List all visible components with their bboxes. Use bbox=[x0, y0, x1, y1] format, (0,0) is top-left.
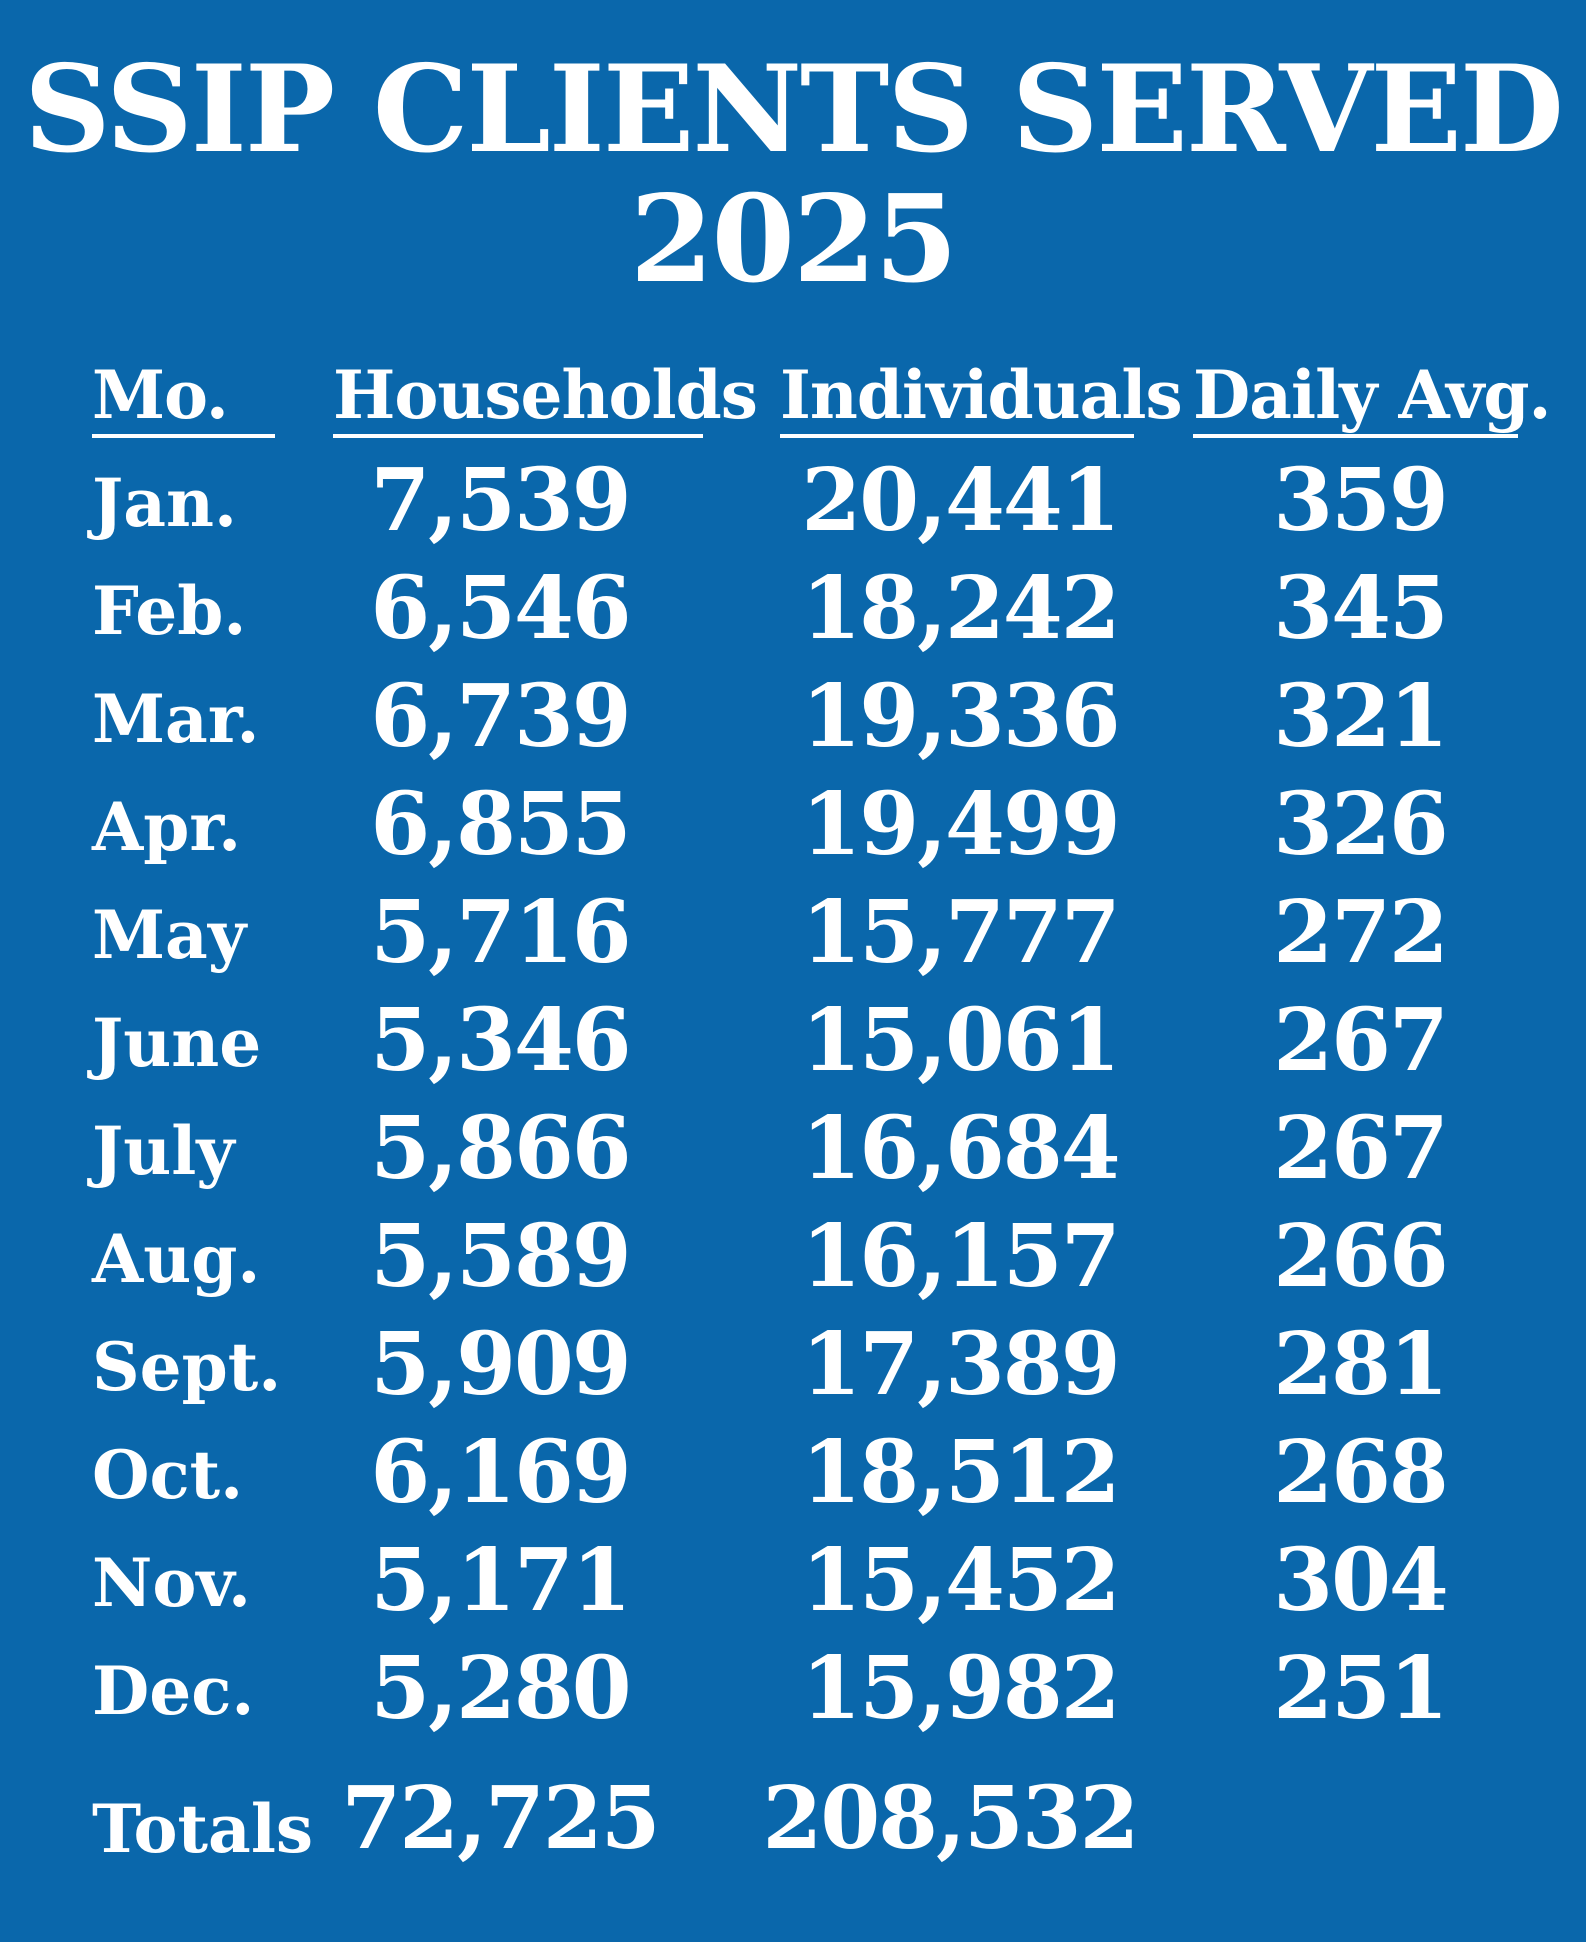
individuals-cell: 16,157 bbox=[801, 1206, 1119, 1307]
table-row bbox=[0, 1638, 1586, 1746]
individuals-cell: 18,512 bbox=[801, 1422, 1119, 1523]
month-cell: Dec. bbox=[92, 1652, 255, 1730]
month-cell: Oct. bbox=[92, 1436, 244, 1514]
households-cell: 5,171 bbox=[370, 1530, 630, 1631]
totals-individuals: 208,532 bbox=[762, 1768, 1138, 1869]
header-underline-households bbox=[333, 434, 703, 438]
column-header-month: Mo. bbox=[92, 356, 228, 434]
households-cell: 5,589 bbox=[370, 1206, 630, 1307]
header-underline-daily-avg bbox=[1193, 434, 1518, 438]
table-row bbox=[0, 774, 1586, 882]
daily-avg-cell: 326 bbox=[1273, 774, 1447, 875]
households-cell: 5,346 bbox=[370, 990, 630, 1091]
daily-avg-cell: 267 bbox=[1273, 1098, 1447, 1199]
households-cell: 6,546 bbox=[370, 558, 630, 659]
table-row bbox=[0, 450, 1586, 558]
table-row bbox=[0, 1530, 1586, 1638]
individuals-cell: 15,061 bbox=[801, 990, 1119, 1091]
header-underline-month bbox=[92, 434, 275, 438]
individuals-cell: 15,982 bbox=[801, 1638, 1119, 1739]
table-row bbox=[0, 666, 1586, 774]
totals-row bbox=[0, 1768, 1586, 1876]
households-cell: 5,909 bbox=[370, 1314, 630, 1415]
table-row bbox=[0, 1314, 1586, 1422]
households-cell: 6,169 bbox=[370, 1422, 630, 1523]
title-line-1: SSIP CLIENTS SERVED bbox=[24, 39, 1562, 180]
daily-avg-cell: 251 bbox=[1273, 1638, 1447, 1739]
month-cell: July bbox=[92, 1112, 235, 1190]
totals-label: Totals bbox=[92, 1790, 314, 1868]
individuals-cell: 18,242 bbox=[801, 558, 1119, 659]
daily-avg-cell: 304 bbox=[1273, 1530, 1447, 1631]
table-row bbox=[0, 882, 1586, 990]
individuals-cell: 16,684 bbox=[801, 1098, 1119, 1199]
table-row bbox=[0, 990, 1586, 1098]
households-cell: 5,280 bbox=[370, 1638, 630, 1739]
month-cell: Apr. bbox=[92, 788, 242, 866]
households-cell: 6,739 bbox=[370, 666, 630, 767]
month-cell: Jan. bbox=[92, 464, 237, 542]
totals-households: 72,725 bbox=[341, 1768, 659, 1869]
daily-avg-cell: 321 bbox=[1273, 666, 1447, 767]
households-cell: 5,866 bbox=[370, 1098, 630, 1199]
header-underline-individuals bbox=[780, 434, 1134, 438]
month-cell: Nov. bbox=[92, 1544, 252, 1622]
daily-avg-cell: 281 bbox=[1273, 1314, 1447, 1415]
column-header-daily-avg: Daily Avg. bbox=[1193, 356, 1551, 434]
individuals-cell: 19,499 bbox=[801, 774, 1119, 875]
month-cell: Mar. bbox=[92, 680, 260, 758]
month-cell: June bbox=[92, 1004, 262, 1082]
individuals-cell: 20,441 bbox=[801, 450, 1119, 551]
table-row bbox=[0, 1206, 1586, 1314]
column-header-households: Households bbox=[333, 356, 757, 434]
households-cell: 5,716 bbox=[370, 882, 630, 983]
month-cell: Sept. bbox=[92, 1328, 282, 1406]
individuals-cell: 15,777 bbox=[801, 882, 1119, 983]
individuals-cell: 19,336 bbox=[801, 666, 1119, 767]
table-row bbox=[0, 1422, 1586, 1530]
daily-avg-cell: 359 bbox=[1273, 450, 1447, 551]
households-cell: 6,855 bbox=[370, 774, 630, 875]
month-cell: Feb. bbox=[92, 572, 247, 650]
month-cell: Aug. bbox=[92, 1220, 261, 1298]
daily-avg-cell: 268 bbox=[1273, 1422, 1447, 1523]
table-row bbox=[0, 1098, 1586, 1206]
month-cell: May bbox=[92, 896, 247, 974]
households-cell: 7,539 bbox=[370, 450, 630, 551]
table-row bbox=[0, 558, 1586, 666]
daily-avg-cell: 267 bbox=[1273, 990, 1447, 1091]
title-line-2: 2025 bbox=[630, 169, 956, 310]
individuals-cell: 17,389 bbox=[801, 1314, 1119, 1415]
daily-avg-cell: 345 bbox=[1273, 558, 1447, 659]
daily-avg-cell: 266 bbox=[1273, 1206, 1447, 1307]
daily-avg-cell: 272 bbox=[1273, 882, 1447, 983]
individuals-cell: 15,452 bbox=[801, 1530, 1119, 1631]
column-header-individuals: Individuals bbox=[780, 356, 1182, 434]
